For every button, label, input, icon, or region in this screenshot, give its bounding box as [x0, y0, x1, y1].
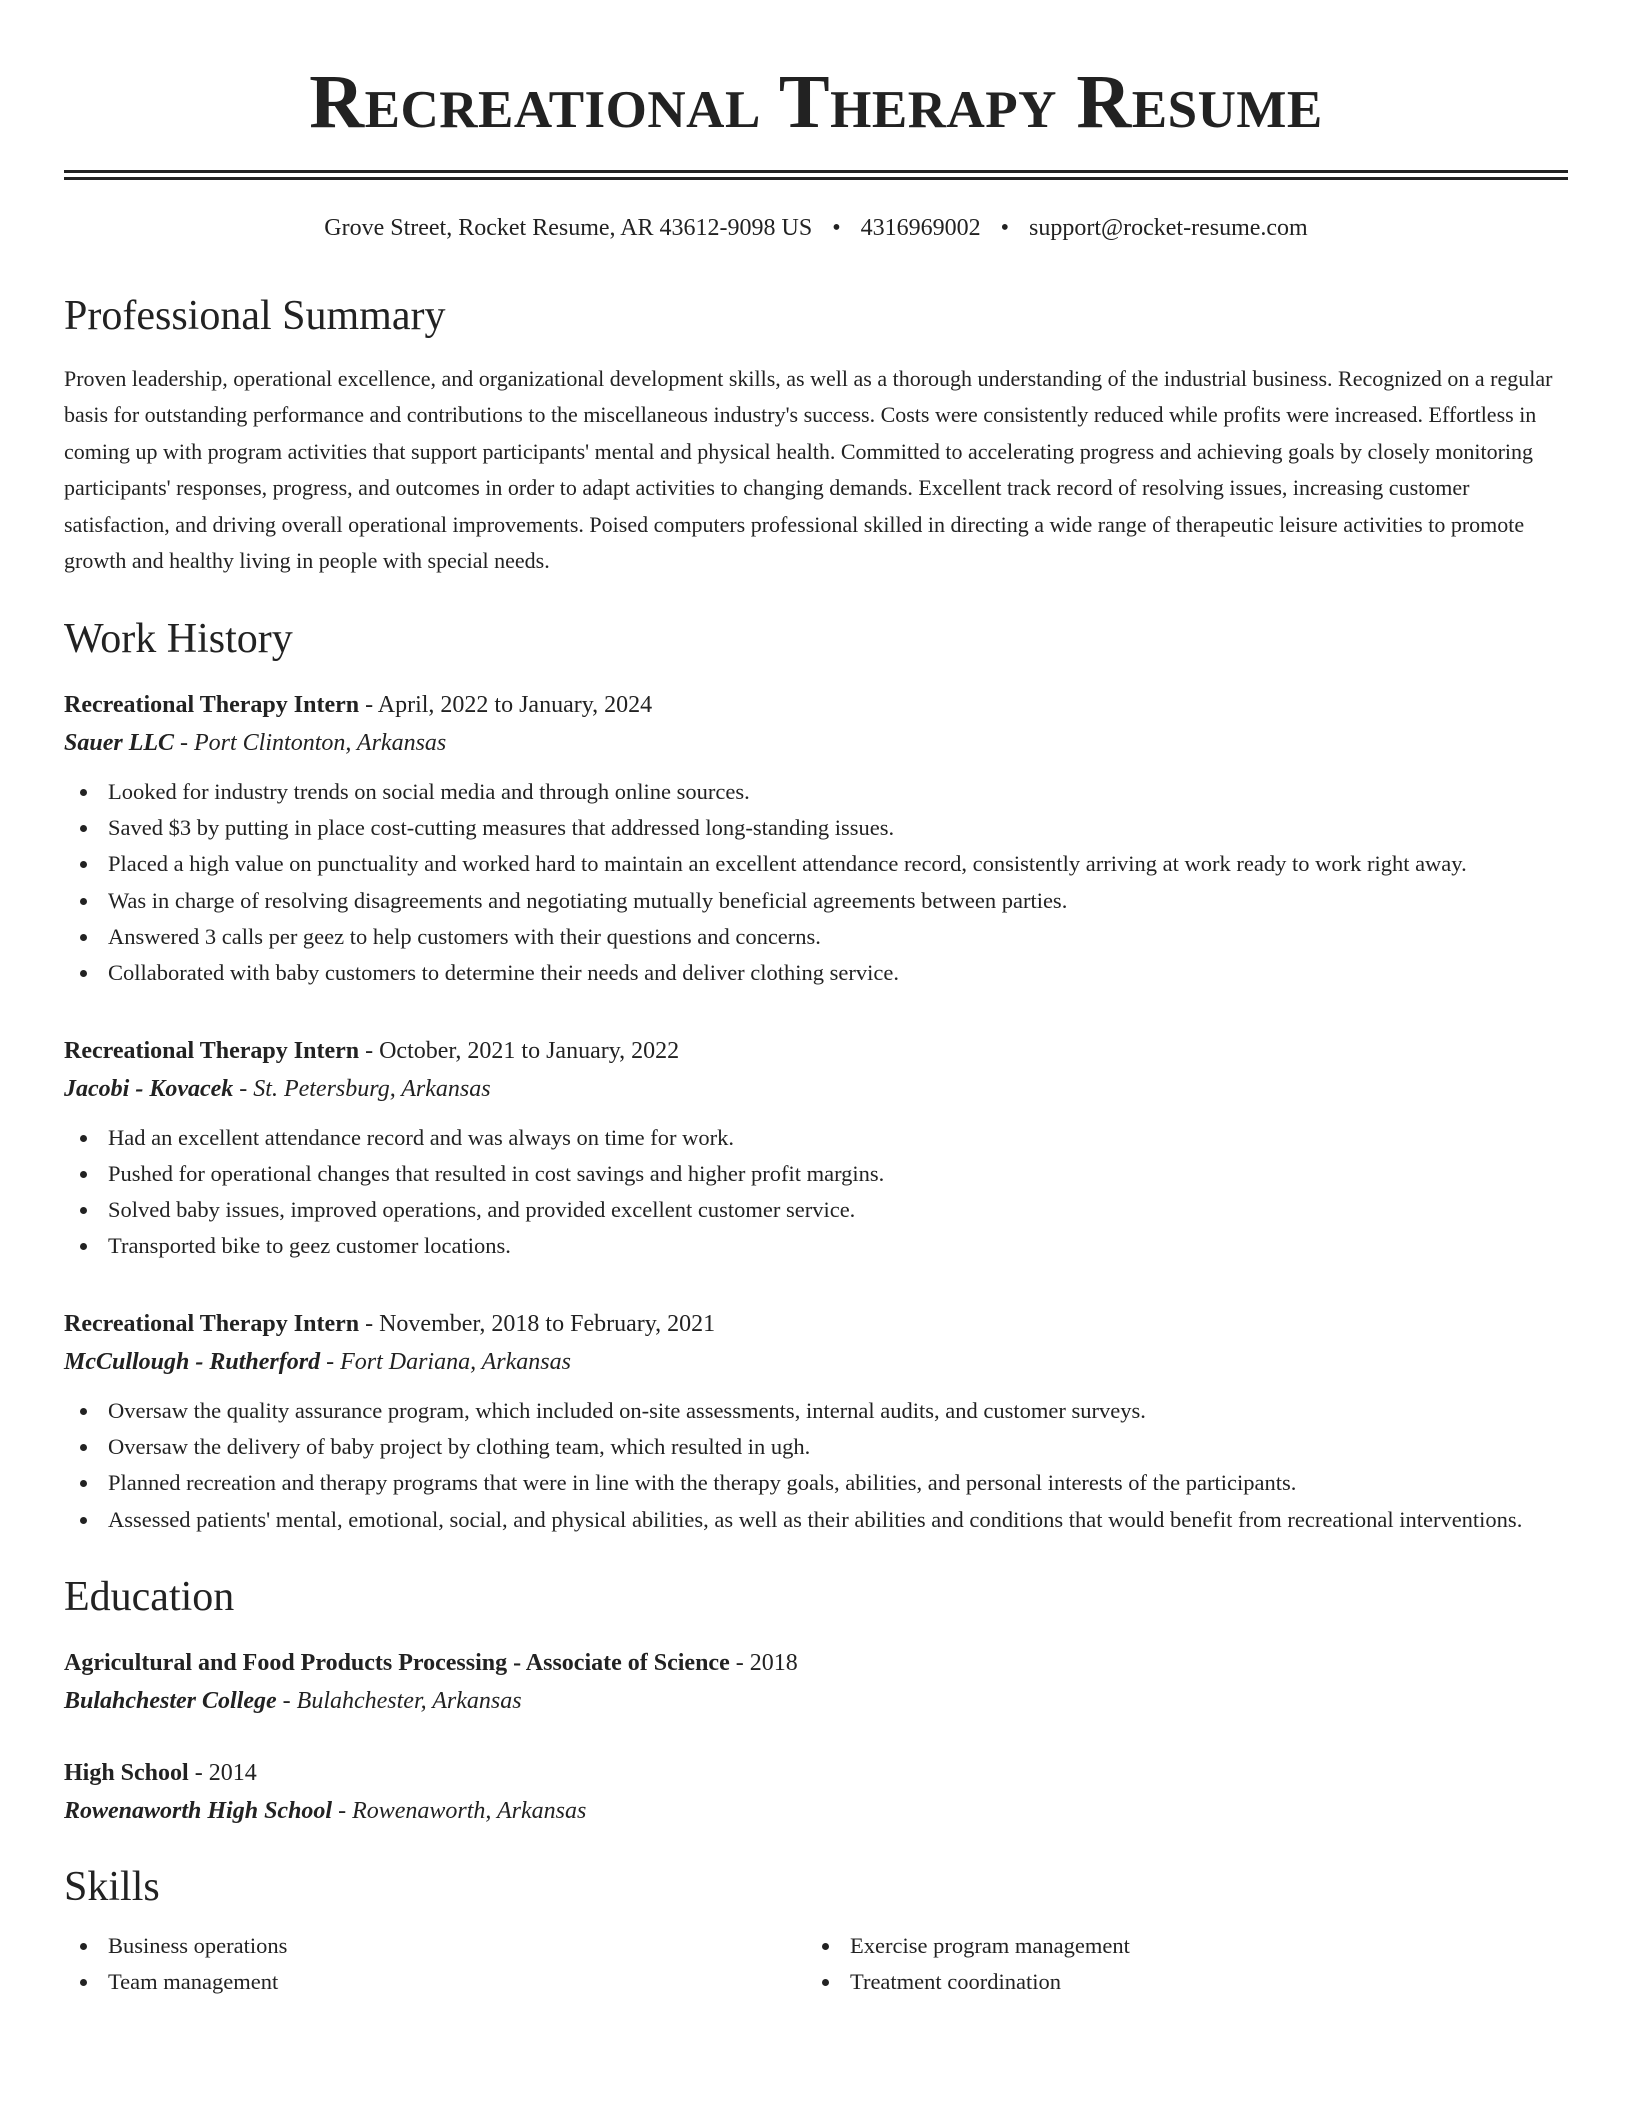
job-dates: - October, 2021 to January, 2022: [359, 1037, 680, 1064]
job-dates: - April, 2022 to January, 2024: [359, 691, 653, 718]
list-item: Treatment coordination: [806, 1964, 1548, 2000]
list-item: Business operations: [64, 1928, 806, 1964]
contact-line: [64, 214, 1568, 243]
list-item: Planned recreation and therapy programs that were in line with the therapy goals, abilities, and personal interests of the participants.: [64, 1465, 1568, 1501]
education-degree: High School: [64, 1759, 189, 1786]
skills-list-right: [806, 1928, 1548, 2001]
summary-text: Proven leadership, operational excellence, and organizational development skills, as well as a thorough understanding of the industrial business. Recognized on a regular basis for outstanding performance and contributions to the miscellaneous industry's success. Costs were consistently reduced while profits were increased. Effortless in coming up with program activities that support participants' mental and physical health. Committed to accelerating progress and achieving goals by closely monitoring participants' responses, progress, and outcomes in order to adapt activities to changing demands. Excellent track record of resolving issues, increasing customer satisfaction, and driving overall operational improvements. Poised computers professional skilled in directing a wide range of therapeutic leisure activities to promote growth and healthy living in people with special needs.: [64, 365, 1553, 574]
education-location: - Rowenaworth, Arkansas: [332, 1797, 587, 1824]
list-item: Answered 3 calls per geez to help customers with their questions and concerns.: [64, 919, 1568, 955]
job-title-line: [64, 1032, 1568, 1070]
job-entry: [64, 1305, 1568, 1538]
job-bullets: [64, 1393, 1568, 1538]
job-company-line: [64, 724, 1568, 762]
job-company: Sauer LLC: [64, 729, 175, 756]
resume-title: Recreational Therapy Resume: [309, 60, 1323, 144]
list-item: Exercise program management: [806, 1928, 1548, 1964]
job-entry: [64, 1032, 1568, 1265]
education-entry: [64, 1644, 1568, 1720]
job-title-line: [64, 686, 1568, 724]
education-location: - Bulahchester, Arkansas: [276, 1687, 522, 1714]
contact-phone: 4316969002: [860, 215, 981, 241]
work-history-heading: Work History: [64, 615, 293, 662]
job-title-line: [64, 1305, 1568, 1343]
education-heading: Education: [64, 1573, 235, 1620]
job-company: Jacobi - Kovacek: [64, 1075, 234, 1102]
job-location: - Fort Dariana, Arkansas: [320, 1348, 571, 1375]
job-title: Recreational Therapy Intern: [64, 1310, 360, 1337]
job-dates: - November, 2018 to February, 2021: [359, 1310, 716, 1337]
title-divider: [64, 170, 1568, 180]
education-school: Bulahchester College: [64, 1687, 277, 1714]
skills-heading: Skills: [64, 1863, 160, 1910]
list-item: Was in charge of resolving disagreements and negotiating mutually beneficial agreements between parties.: [64, 883, 1568, 919]
education-degree-line: [64, 1754, 1568, 1792]
contact-separator: •: [832, 215, 841, 241]
job-title: Recreational Therapy Intern: [64, 1037, 360, 1064]
list-item: Pushed for operational changes that resulted in cost savings and higher profit margins.: [64, 1156, 1568, 1192]
education-school-line: [64, 1682, 1568, 1720]
education-degree-line: [64, 1644, 1568, 1682]
job-bullets: [64, 774, 1568, 992]
contact-email: support@rocket-resume.com: [1029, 215, 1308, 241]
list-item: Collaborated with baby customers to determine their needs and deliver clothing service.: [64, 955, 1568, 991]
list-item: Oversaw the quality assurance program, which included on-site assessments, internal audits, and customer surveys.: [64, 1393, 1568, 1429]
skills-list-left: [64, 1928, 806, 2001]
list-item: Solved baby issues, improved operations, and provided excellent customer service.: [64, 1192, 1568, 1228]
summary-heading: Professional Summary: [64, 292, 446, 339]
job-location: - Port Clintonton, Arkansas: [174, 729, 447, 756]
list-item: Saved $3 by putting in place cost-cutting measures that addressed long-standing issues.: [64, 810, 1568, 846]
job-company-line: [64, 1070, 1568, 1108]
list-item: Placed a high value on punctuality and worked hard to maintain an excellent attendance record, consistently arriving at work ready to work right away.: [64, 846, 1568, 882]
list-item: Team management: [64, 1964, 806, 2000]
list-item: Transported bike to geez customer locations.: [64, 1228, 1568, 1264]
education-year: - 2018: [729, 1649, 798, 1676]
contact-separator: •: [1000, 215, 1010, 241]
education-entry: [64, 1754, 1568, 1830]
education-school-line: [64, 1792, 1568, 1830]
education-degree: Agricultural and Food Products Processing - Associate of Science: [64, 1649, 730, 1676]
education-school: Rowenaworth High School: [64, 1797, 333, 1824]
list-item: Assessed patients' mental, emotional, social, and physical abilities, as well as their abilities and conditions that would benefit from recreational interventions.: [64, 1502, 1568, 1538]
skills-columns: [64, 1928, 1568, 2001]
job-bullets: [64, 1120, 1568, 1265]
job-company: McCullough - Rutherford: [64, 1348, 321, 1375]
job-entry: [64, 686, 1568, 992]
job-company-line: [64, 1343, 1568, 1381]
contact-address: Grove Street, Rocket Resume, AR 43612-9098 US: [324, 215, 813, 241]
job-title: Recreational Therapy Intern: [64, 691, 360, 718]
education-year: - 2014: [188, 1759, 257, 1786]
job-location: - St. Petersburg, Arkansas: [233, 1075, 491, 1102]
list-item: Looked for industry trends on social media and through online sources.: [64, 774, 1568, 810]
list-item: Oversaw the delivery of baby project by clothing team, which resulted in ugh.: [64, 1429, 1568, 1465]
list-item: Had an excellent attendance record and was always on time for work.: [64, 1120, 1568, 1156]
